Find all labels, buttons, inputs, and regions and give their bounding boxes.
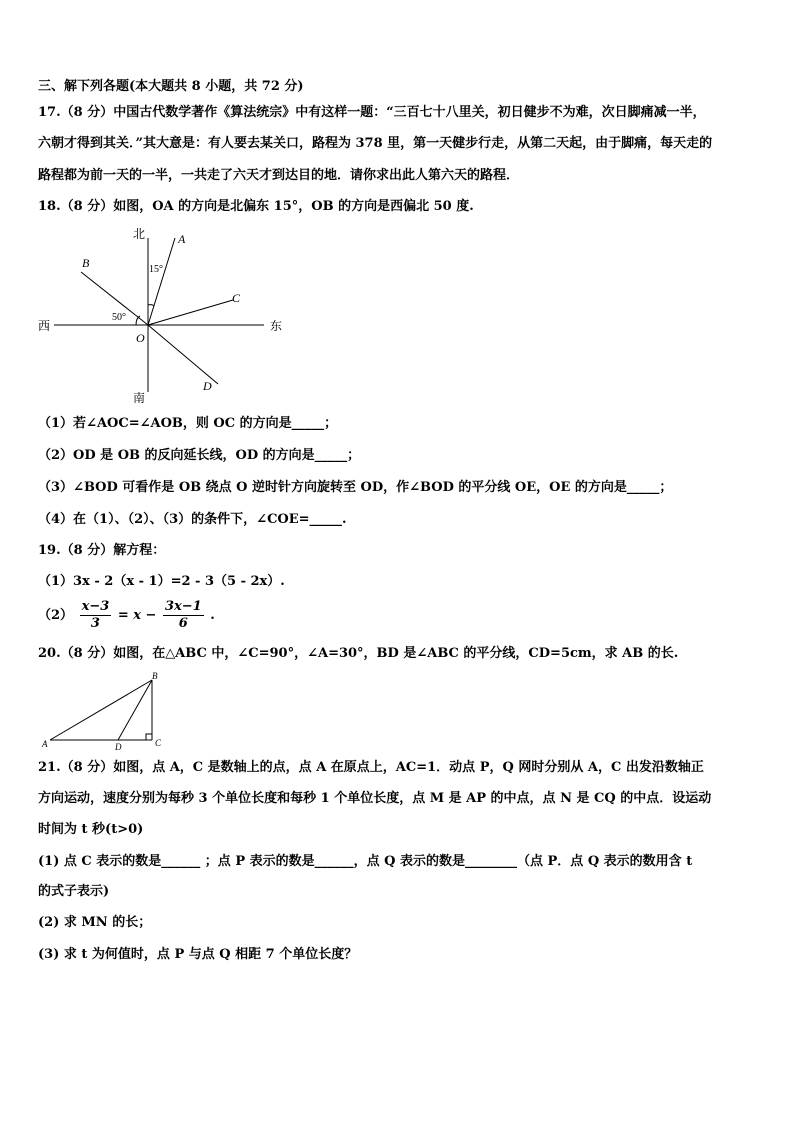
ray-OB [81,272,148,325]
q18-stem: 18.（8 分）如图，OA 的方向是北偏东 15°，OB 的方向是西偏北 50 度. [38,199,474,214]
q19-part2-middle: = x − [117,608,157,623]
ray-OD [148,325,218,384]
ray-OA [148,238,175,325]
label-C: C [232,291,241,305]
label-angle15: 15° [149,264,163,275]
q20-stem: 20.（8 分）如图，在△ABC 中，∠C=90°，∠A=30°，BD 是∠ABC 的平分线，CD=5cm，求 AB 的长. [38,646,679,661]
label-south: 南 [133,391,146,405]
tri-label-C: C [155,738,162,748]
ray-OC [148,300,233,325]
q18-part4: （4）在（1）、（2）、（3）的条件下，∠COE=_____. [38,512,347,527]
section-title: 三、解下列各题(本大题共 8 小题，共 72 分) [38,79,304,94]
segment-BD [118,680,152,740]
q17-line3: 路程都为前一天的一半，一共走了六天才到达目的地．请你求出此人第六天的路程． [38,168,520,183]
label-north: 北 [133,227,146,241]
q19-part2-end: . [210,608,215,623]
side-AB [50,680,152,740]
right-angle-mark [146,734,152,740]
q19-part2 [38,598,215,634]
label-east: 东 [270,319,283,333]
label-A: A [178,232,186,246]
label-O: O [136,331,145,345]
q21-line3: 时间为 t 秒(t>0) [38,822,144,837]
tri-label-A: A [42,739,48,749]
q19-stem: 19.（8 分）解方程： [38,543,166,558]
fraction-1-denominator: 3 [90,616,100,631]
q19-part2-prefix: （2） [38,608,74,623]
fraction-1-numerator: x−3 [81,599,110,614]
angle-50-arc [136,316,140,325]
q18-part1: （1）若∠AOC=∠AOB，则 OC 的方向是_____； [38,416,338,431]
q17-line1: 17.（8 分）中国古代数学著作《算法统宗》中有这样一题：“三百七十八里关，初日健步不为难，次日脚痛减一半， [38,105,706,120]
angle-15-arc [148,305,154,306]
label-D: D [203,379,212,393]
label-west: 西 [38,319,51,333]
q19-part1: （1）3x - 2（x - 1）=2 - 3（5 - 2x）. [38,574,285,589]
q21-part2: (2) 求 MN 的长； [38,915,152,930]
tri-label-B: B [152,671,158,681]
tri-label-D: D [115,742,122,752]
q21-part3: (3) 求 t 为何值时，点 P 与点 Q 相距 7 个单位长度？ [38,947,358,962]
q18-part3: （3）∠BOD 可看作是 OB 绕点 O 逆时针方向旋转至 OD，作∠BOD 的平分线 OE，OE 的方向是_____； [38,480,673,495]
q17-line2: 六朝才得到其关．”其大意是：有人要去某关口，路程为 378 里，第一天健步行走，从第二天起，由于脚痛，每天走的 [38,136,713,151]
q21-part1: (1) 点 C 表示的数是______ ；点 P 表示的数是______，点 Q 表示的数是________（点 P．点 Q 表示的数用含 t [38,854,693,869]
fraction-2-denominator: 6 [178,616,188,631]
label-B: B [82,256,90,270]
fraction-2-numerator: 3x−1 [164,599,202,614]
q21-part1b: 的式子表示) [38,884,110,899]
fraction-1 [80,599,112,632]
q21-line1: 21.（8 分）如图，点 A，C 是数轴上的点，点 A 在原点上，AC=1．动点 P，Q 网时分别从 A，C 出发沿数轴正 [38,760,704,775]
fraction-2 [163,599,204,632]
q18-part2: （2）OD 是 OB 的反向延长线，OD 的方向是_____； [38,448,361,463]
label-angle50: 50° [112,312,126,323]
q21-line2: 方向运动，速度分别为每秒 3 个单位长度和每秒 1 个单位长度，点 M 是 AP 的中点，点 N 是 CQ 的中点．设运动 [38,791,712,806]
